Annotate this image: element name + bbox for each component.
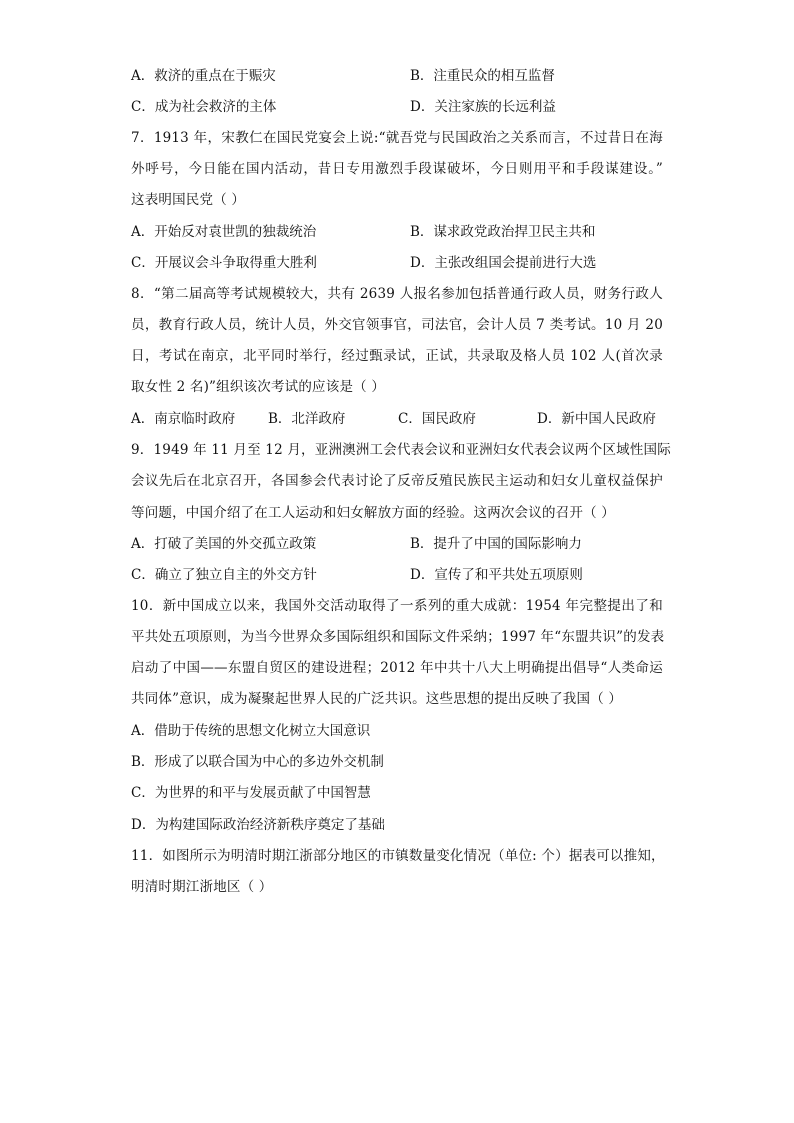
q7-stem-line-3: 这表明国民党（ ） — [131, 192, 246, 208]
q7-option-a[interactable]: A．开始反对袁世凯的独裁统治 — [131, 224, 317, 240]
q8-stem-line-1: 8．“第二届高等考试规模较大，共有 2639 人报名参加包括普通行政人员，财务行政人 — [131, 286, 663, 302]
q9-option-b[interactable]: B．提升了中国的国际影响力 — [410, 536, 582, 552]
q8-option-b[interactable]: B．北洋政府 — [268, 411, 346, 427]
q8-stem-line-4: 取女性 2 名)”组织该次考试的应该是（ ） — [131, 379, 386, 395]
q6-option-a[interactable]: A．救济的重点在于赈灾 — [131, 68, 276, 84]
q6-option-c[interactable]: C．成为社会救济的主体 — [131, 99, 277, 115]
q10-stem-line-1: 10．新中国成立以来，我国外交活动取得了一系列的重大成就：1954 年完整提出了和 — [131, 598, 663, 614]
q9-option-d[interactable]: D．宣传了和平共处五项原则 — [410, 567, 583, 583]
q9-stem-line-1: 9．1949 年 11 月至 12 月，亚洲澳洲工会代表会议和亚洲妇女代表会议两个区域性国际 — [131, 442, 671, 458]
q9-option-a[interactable]: A．打破了美国的外交孤立政策 — [131, 536, 317, 552]
q8-option-c[interactable]: C．国民政府 — [398, 411, 476, 427]
q10-option-d[interactable]: D．为构建国际政治经济新秩序奠定了基础 — [131, 817, 385, 833]
q10-stem-line-4: 共同体”意识，成为凝聚起世界人民的广泛共识。这些思想的提出反映了我国（ ） — [131, 691, 623, 707]
q7-option-b[interactable]: B．谋求政党政治捍卫民主共和 — [410, 224, 596, 240]
q8-option-d[interactable]: D．新中国人民政府 — [537, 411, 656, 427]
q8-option-a[interactable]: A．南京临时政府 — [131, 411, 236, 427]
q9-stem-line-2: 会议先后在北京召开，各国参会代表讨论了反帝反殖民族民主运动和妇女儿童权益保护 — [131, 473, 663, 489]
q6-option-b[interactable]: B．注重民众的相互监督 — [410, 68, 555, 84]
q6-option-d[interactable]: D．关注家族的长远利益 — [410, 99, 556, 115]
q11-stem-line-2: 明清时期江浙地区（ ） — [131, 879, 273, 895]
q10-stem-line-3: 启动了中国——东盟自贸区的建设进程；2012 年中共十八大上明确提出倡导“人类命运 — [131, 660, 663, 676]
q9-option-c[interactable]: C．确立了独立自主的外交方针 — [131, 567, 317, 583]
q9-stem-line-3: 等问题，中国介绍了在工人运动和妇女解放方面的经验。这两次会议的召开（ ） — [131, 505, 615, 521]
q7-stem-line-2: 外呼号，今日能在国内活动，昔日专用激烈手段谋破坏，今日则用平和手段谋建设。” — [131, 161, 663, 177]
q8-stem-line-3: 日，考试在南京，北平同时举行，经过甄录试，正试，共录取及格人员 102 人(首次录 — [131, 348, 663, 364]
q7-option-c[interactable]: C．开展议会斗争取得重大胜利 — [131, 255, 317, 271]
q10-option-a[interactable]: A．借助于传统的思想文化树立大国意识 — [131, 723, 371, 739]
q7-option-d[interactable]: D．主张改组国会提前进行大选 — [410, 255, 597, 271]
q11-stem-line-1: 11．如图所示为明清时期江浙部分地区的市镇数量变化情况（单位: 个）据表可以推知， — [131, 848, 665, 864]
q10-option-b[interactable]: B．形成了以联合国为中心的多边外交机制 — [131, 754, 384, 770]
q7-stem-line-1: 7．1913 年，宋教仁在国民党宴会上说:“就吾党与民国政治之关系而言，不过昔日在海 — [131, 130, 663, 146]
q8-stem-line-2: 员，教育行政人员，统计人员，外交官领事官，司法官，会计人员 7 类考试。10 月 20 — [131, 317, 663, 333]
q10-option-c[interactable]: C．为世界的和平与发展贡献了中国智慧 — [131, 785, 371, 801]
q10-stem-line-2: 平共处五项原则，为当今世界众多国际组织和国际文件采纳；1997 年“东盟共识”的发表 — [131, 629, 665, 645]
